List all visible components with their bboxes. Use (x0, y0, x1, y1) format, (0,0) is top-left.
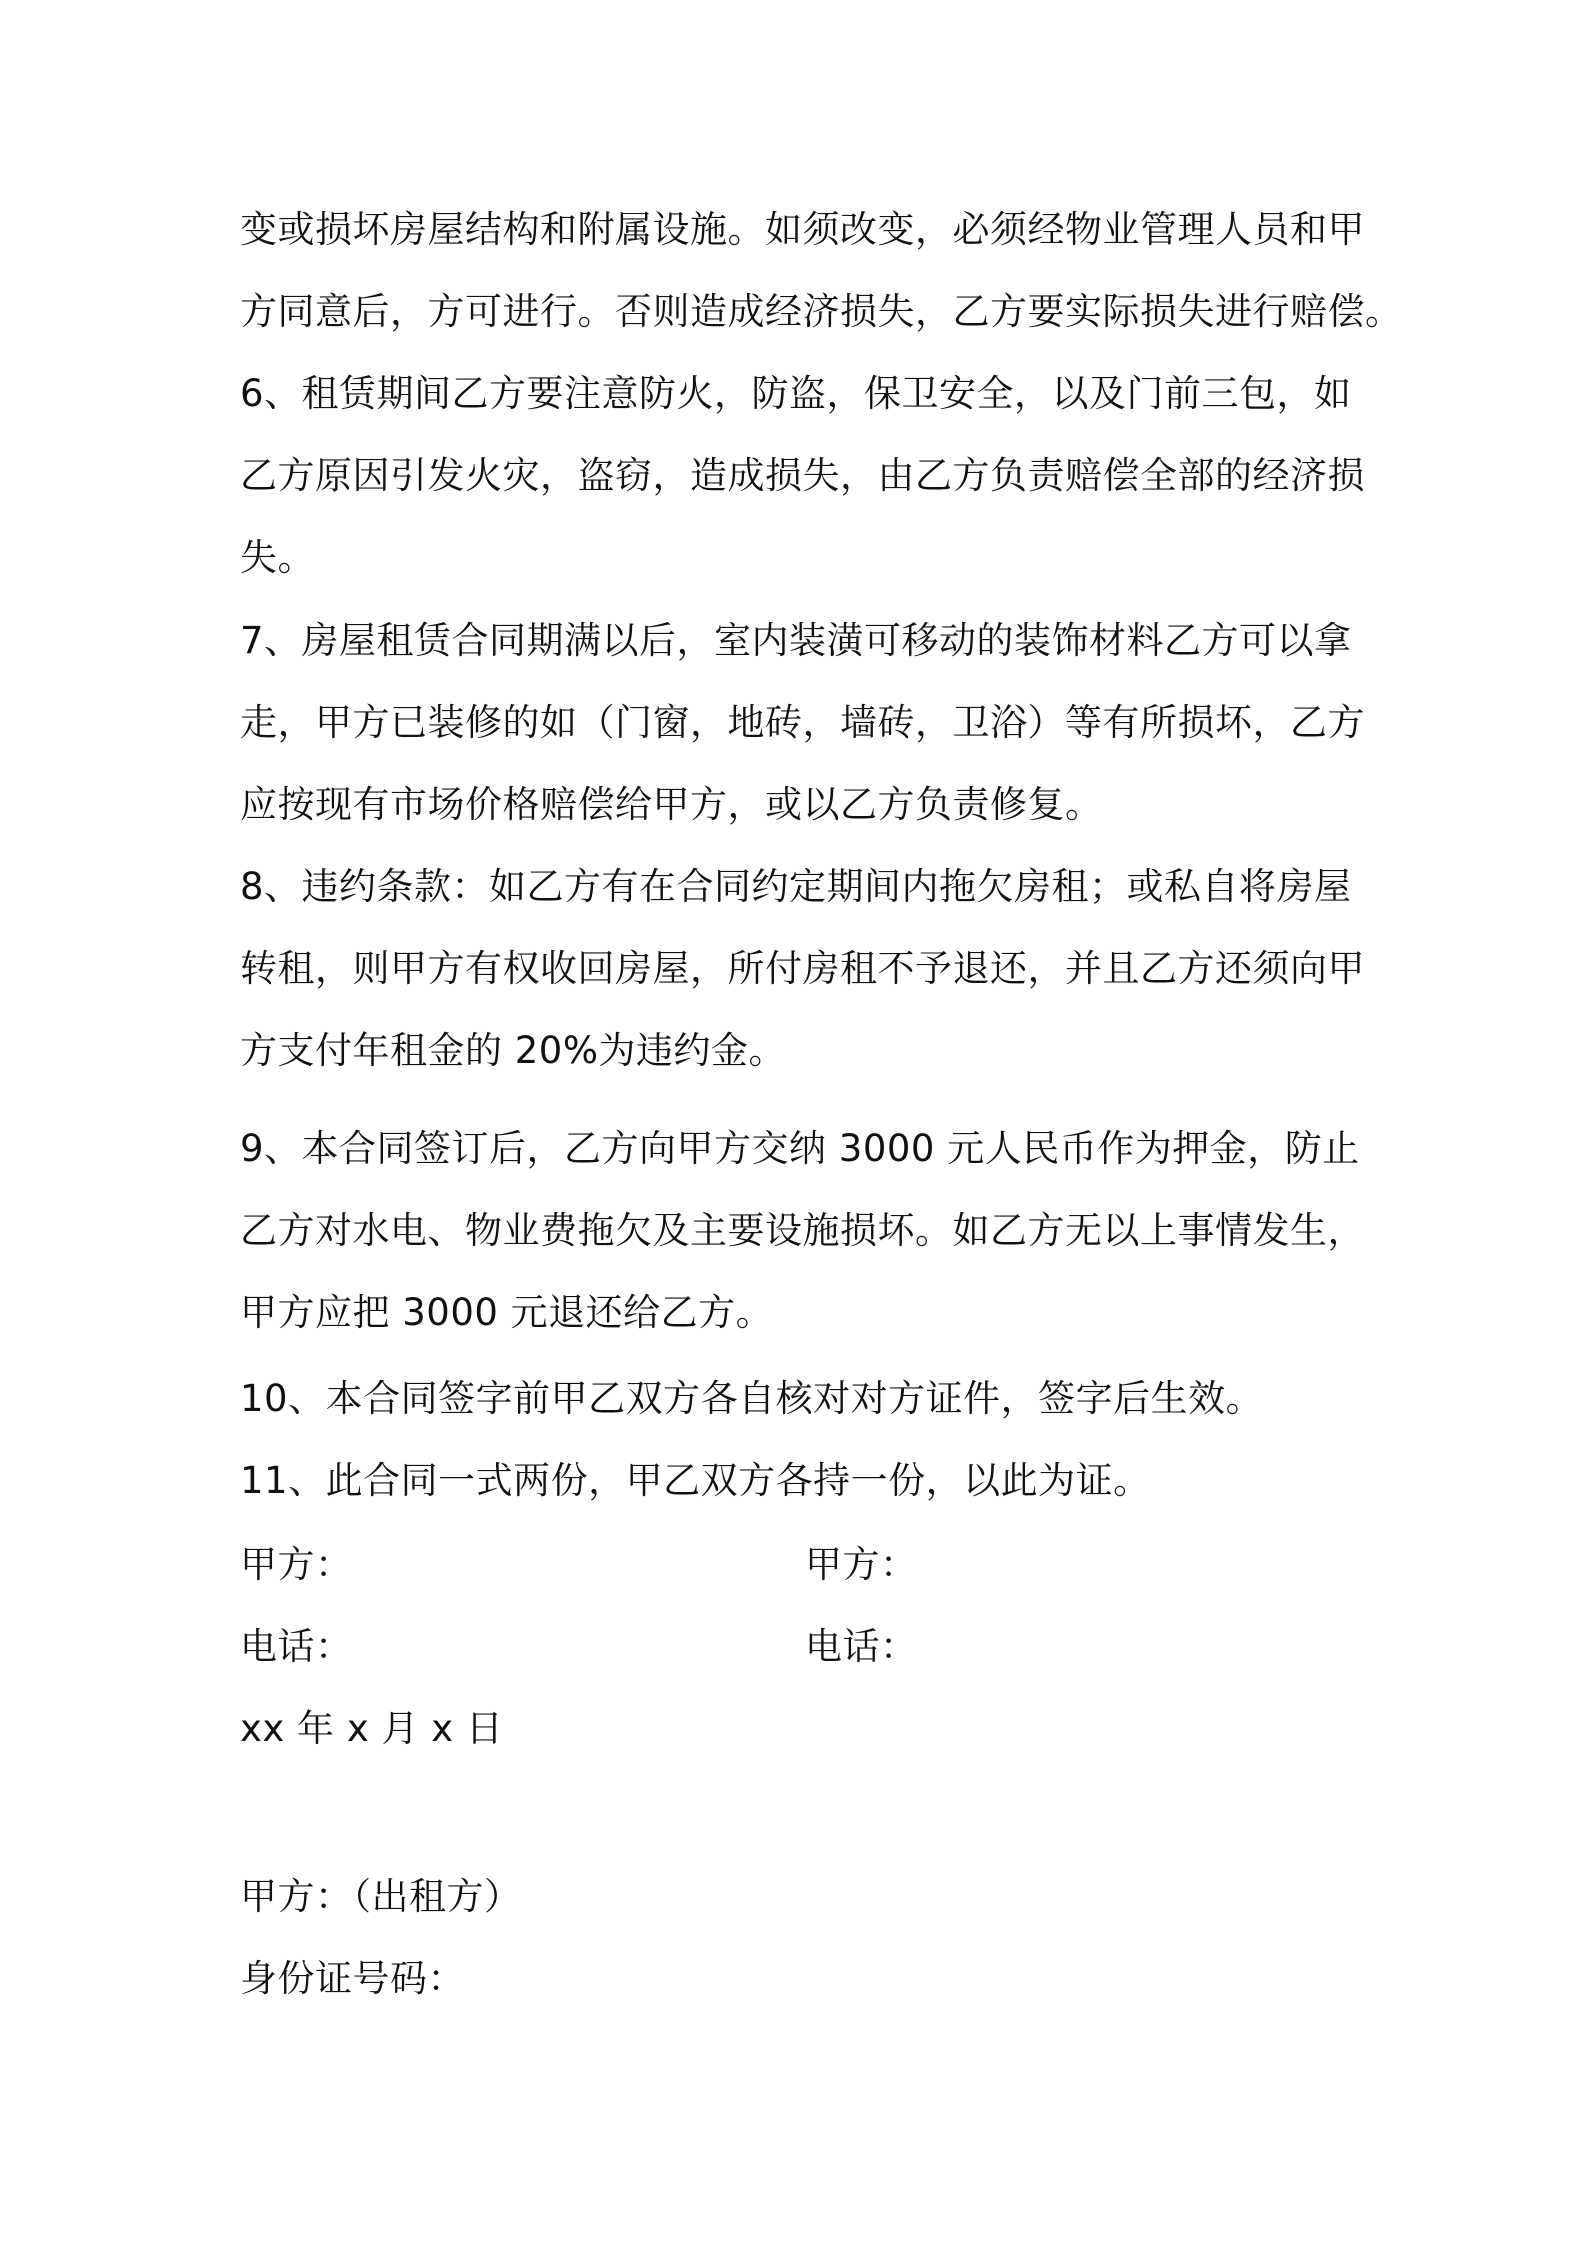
clause-9-line: 甲方应把 3000 元退还给乙方。 (240, 1291, 774, 1334)
lessor-label: 甲方：（出租方） (240, 1875, 522, 1918)
clause-9-line: 乙方对水电、物业费拖欠及主要设施损坏。如乙方无以上事情发生， (240, 1209, 1365, 1252)
clause-6-line: 6、租赁期间乙方要注意防火，防盗，保卫安全，以及门前三包，如 (240, 372, 1352, 415)
clause-6-line: 失。 (240, 536, 315, 579)
phone-label-left: 电话： (240, 1625, 353, 1668)
paragraph-line: 方同意后，方可进行。否则造成经济损失，乙方要实际损失进行赔偿。 (240, 290, 1403, 333)
clause-11-line: 11、此合同一式两份，甲乙双方各持一份，以此为证。 (240, 1459, 1151, 1502)
paragraph-line: 变或损坏房屋结构和附属设施。如须改变，必须经物业管理人员和甲 (240, 208, 1365, 251)
clause-8-line: 转租，则甲方有权收回房屋，所付房租不予退还，并且乙方还须向甲 (240, 947, 1365, 990)
party-a-label-left: 甲方： (240, 1543, 353, 1586)
party-a-label-right: 甲方： (805, 1543, 918, 1586)
clause-8-line: 方支付年租金的 20%为违约金。 (240, 1029, 786, 1072)
phone-label-right: 电话： (805, 1625, 918, 1668)
clause-7-line: 走，甲方已装修的如（门窗，地砖，墙砖，卫浴）等有所损坏，乙方 (240, 701, 1365, 744)
id-number-label: 身份证号码： (240, 1957, 465, 2000)
clause-6-line: 乙方原因引发火灾，盗窃，造成损失，由乙方负责赔偿全部的经济损 (240, 454, 1365, 497)
clause-7-line: 7、房屋租赁合同期满以后，室内装潢可移动的装饰材料乙方可以拿 (240, 619, 1352, 662)
clause-7-line: 应按现有市场价格赔偿给甲方，或以乙方负责修复。 (240, 783, 1103, 826)
clause-9-line: 9、本合同签订后，乙方向甲方交纳 3000 元人民币作为押金，防止 (240, 1127, 1360, 1170)
clause-8-line: 8、违约条款：如乙方有在合同约定期间内拖欠房租；或私自将房屋 (240, 865, 1352, 908)
date-line: xx 年 x 月 x 日 (240, 1707, 504, 1750)
clause-10-line: 10、本合同签字前甲乙双方各自核对对方证件，签字后生效。 (240, 1377, 1264, 1420)
